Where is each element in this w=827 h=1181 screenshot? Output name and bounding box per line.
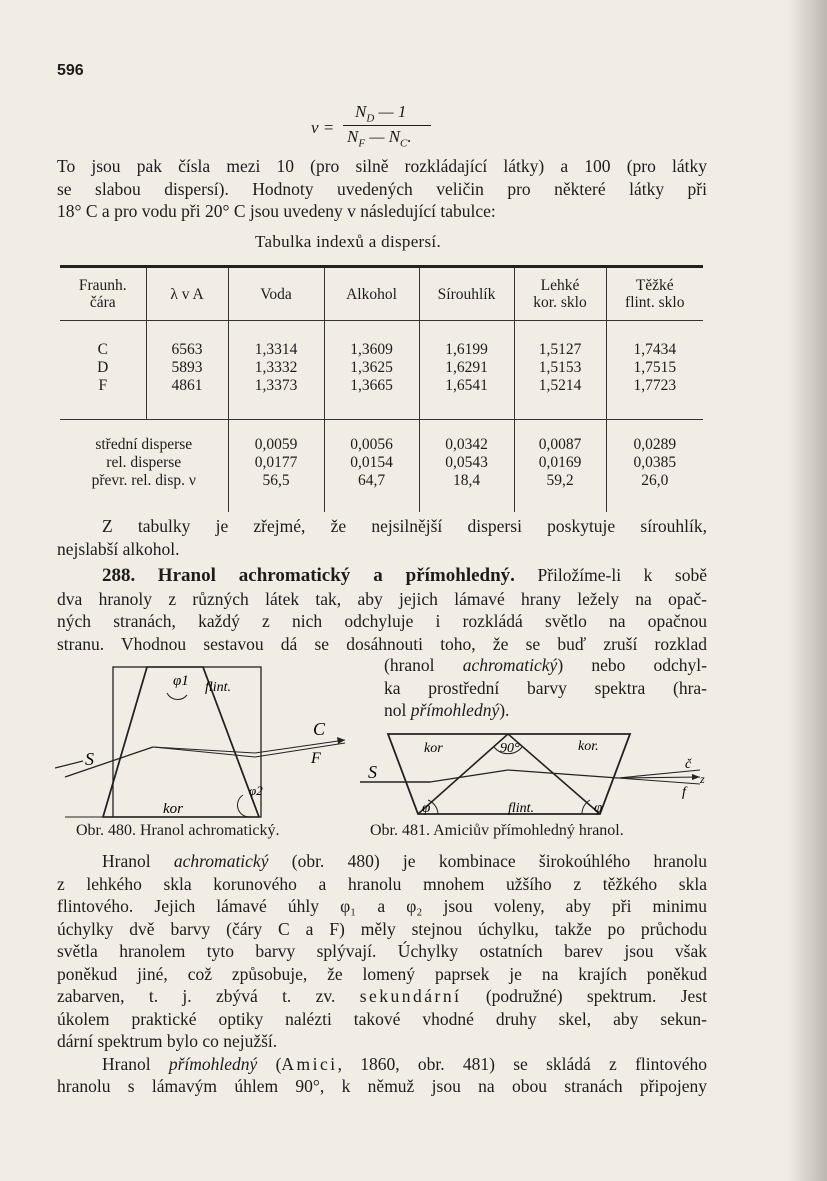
table-cell: 0,0342 0,0543 18,4: [419, 420, 514, 513]
text-line: úkolem praktické optiky nalézti takové vhodné druhy skel, aby sekun-: [57, 1008, 707, 1029]
c-label: č: [685, 757, 692, 772]
page-edge-shadow: [787, 0, 827, 1181]
text-line: 18° C a pro vodu při 20° C jsou uvedeny v následující tabulce:: [57, 201, 496, 221]
column-header: λ v A: [146, 267, 228, 321]
text-line: ka prostřední barvy spektra (hra-: [384, 677, 707, 698]
kor-left-label: kor: [424, 741, 443, 756]
column-header: Fraunh. čára: [60, 267, 146, 321]
kor-label: kor: [163, 801, 183, 817]
column-header: Lehké kor. sklo: [514, 267, 606, 321]
text-line: To jsou pak čísla mezi 10 (pro silně rozkládající látky) a 100 (pro látky: [57, 156, 707, 176]
c-label: C: [313, 719, 326, 739]
flint-prism: [103, 667, 259, 817]
flint-label: flint.: [205, 680, 232, 695]
section-title: Hranol achromatický a přímohledný.: [157, 565, 515, 586]
table-cell: 0,0056 0,0154 64,7: [324, 420, 419, 513]
text-line: dva hranoly z různých látek tak, aby jejich lámavé hrany ležely na opač-: [57, 588, 707, 609]
text-line: se slabou dispersí). Hodnoty uvedených veličin pro některé látky při: [57, 178, 707, 199]
figure-480-achromatic-prism: [55, 665, 355, 825]
s-label: S: [368, 762, 377, 782]
table-cell: 1,3609 1,3625 1,3665: [324, 321, 419, 420]
text-line: nol přímohledný).: [384, 700, 510, 720]
column-header: Alkohol: [324, 267, 419, 321]
section-288: [57, 564, 707, 655]
f-label: f: [682, 785, 686, 800]
table-row: [60, 420, 703, 513]
index-rows: [60, 321, 703, 420]
text-line: světla hranolem tyto barvy splývají. Úchylky ostatních barev jsou však: [57, 941, 707, 961]
f-label: F: [311, 750, 321, 767]
table-cell: 1,5127 1,5153 1,5214: [514, 321, 606, 420]
kor-right-label: kor.: [578, 739, 599, 754]
table-cell: 1,7434 1,7515 1,7723: [606, 321, 703, 420]
formula-denominator: $N_F$ — $N_C$.: [347, 127, 412, 150]
formula-numerator: $N_D$ — 1: [355, 102, 407, 125]
phi2-label: φ2: [249, 783, 263, 798]
text-line: hranolu s lámavým úhlem 90°, k němuž jsou na obou stranách připojeny: [57, 1076, 707, 1096]
section-side-text: [384, 654, 707, 722]
phi-right-label: φ: [594, 800, 603, 816]
text-line: stranu. Vhodnou sestavou dá se dosáhnouti toho, že se buď zruší rozklad: [57, 633, 707, 654]
table-cell: 0,0289 0,0385 26,0: [606, 420, 703, 513]
table-cell: 1,3314 1,3332 1,3373: [228, 321, 324, 420]
flint-label: flint.: [508, 801, 535, 816]
s-label: S: [85, 749, 94, 769]
figure-481-caption: Obr. 481. Amiciův přímohledný hranol.: [370, 822, 624, 839]
ray-f: [255, 743, 345, 757]
figure-480-caption: Obr. 480. Hranol achromatický.: [76, 822, 280, 839]
section-text: Přiložíme-li k sobě: [537, 565, 707, 585]
text-line: poněkud jiné, což způsobuje, že lomený paprsek je na krajích poněkud: [57, 963, 707, 984]
phi1-label: φ1: [173, 673, 189, 689]
flint-prism-frame: [113, 667, 261, 817]
table-cell: 0,0087 0,0169 59,2: [514, 420, 606, 513]
ray-f: [618, 778, 700, 784]
text-line: flintového. Jejich lámavé úhly φ₁ a φ₂ jsou voleny, aby při minimu: [57, 896, 707, 916]
text-line: úchylky dvě barvy (čáry C a F) měly stejnou úchylku, takže po průchodu: [57, 918, 707, 939]
ray-c: [255, 740, 345, 753]
text-line: z lehkého skla korunového a hranolu mnohem užšího z těžkého skla: [57, 873, 707, 894]
text-line: dární spektrum bylo co nejužší.: [57, 1031, 278, 1051]
intro-paragraph: [57, 155, 707, 223]
text-line: nejslabší alkohol.: [57, 538, 180, 559]
formula-lhs: ν =: [311, 118, 335, 137]
page-number: 596: [57, 62, 84, 79]
figure-481-amici-prism: [360, 730, 710, 822]
text-line: Hranol achromatický (obr. 480) je kombinace širokoúhlého hranolu: [102, 851, 707, 871]
abbe-number-formula: [305, 100, 465, 160]
z-label: z: [700, 772, 705, 786]
section-number: 288.: [102, 565, 136, 586]
table-cell: C D F: [60, 321, 146, 420]
column-header: Voda: [228, 267, 324, 321]
angle-label: 90°: [500, 741, 520, 756]
section-first-line: [57, 564, 707, 588]
dispersion-labels: střední disperse rel. disperse převr. rel. disp. ν: [91, 436, 196, 489]
column-header: Těžké flint. sklo: [606, 267, 703, 321]
fraction-bar: [343, 125, 431, 126]
dispersion-table: [60, 265, 703, 512]
table-cell: 0,0059 0,0177 56,5: [228, 420, 324, 513]
conclusion-paragraph: [57, 515, 707, 560]
body-text: [57, 850, 707, 1098]
table-cell: 6563 5893 4861: [146, 321, 228, 420]
table-header-row: [60, 267, 703, 321]
text-line: zabarven, t. j. zbývá t. zv. sekundární (podružné) spektrum. Jest: [57, 986, 707, 1006]
table-title: Tabulka indexů a dispersí.: [255, 232, 442, 251]
text-line: Hranol přímohledný (Amici, 1860, obr. 481) se skládá z flintového: [102, 1053, 707, 1074]
table-row: [60, 321, 703, 420]
text-line: ných stranách, každý z nich odchyluje i rozkládá světlo na opačnou: [57, 611, 707, 631]
text-line: Z tabulky je zřejmé, že nejsilnější dispersi poskytuje sírouhlík,: [102, 516, 707, 536]
phi-left-label: φ: [422, 800, 431, 816]
table-cell: 1,6199 1,6291 1,6541: [419, 321, 514, 420]
text-line: (hranol achromatický) nebo odchyl-: [384, 655, 707, 675]
column-header: Sírouhlík: [419, 267, 514, 321]
dispersion-rows: [60, 420, 703, 513]
